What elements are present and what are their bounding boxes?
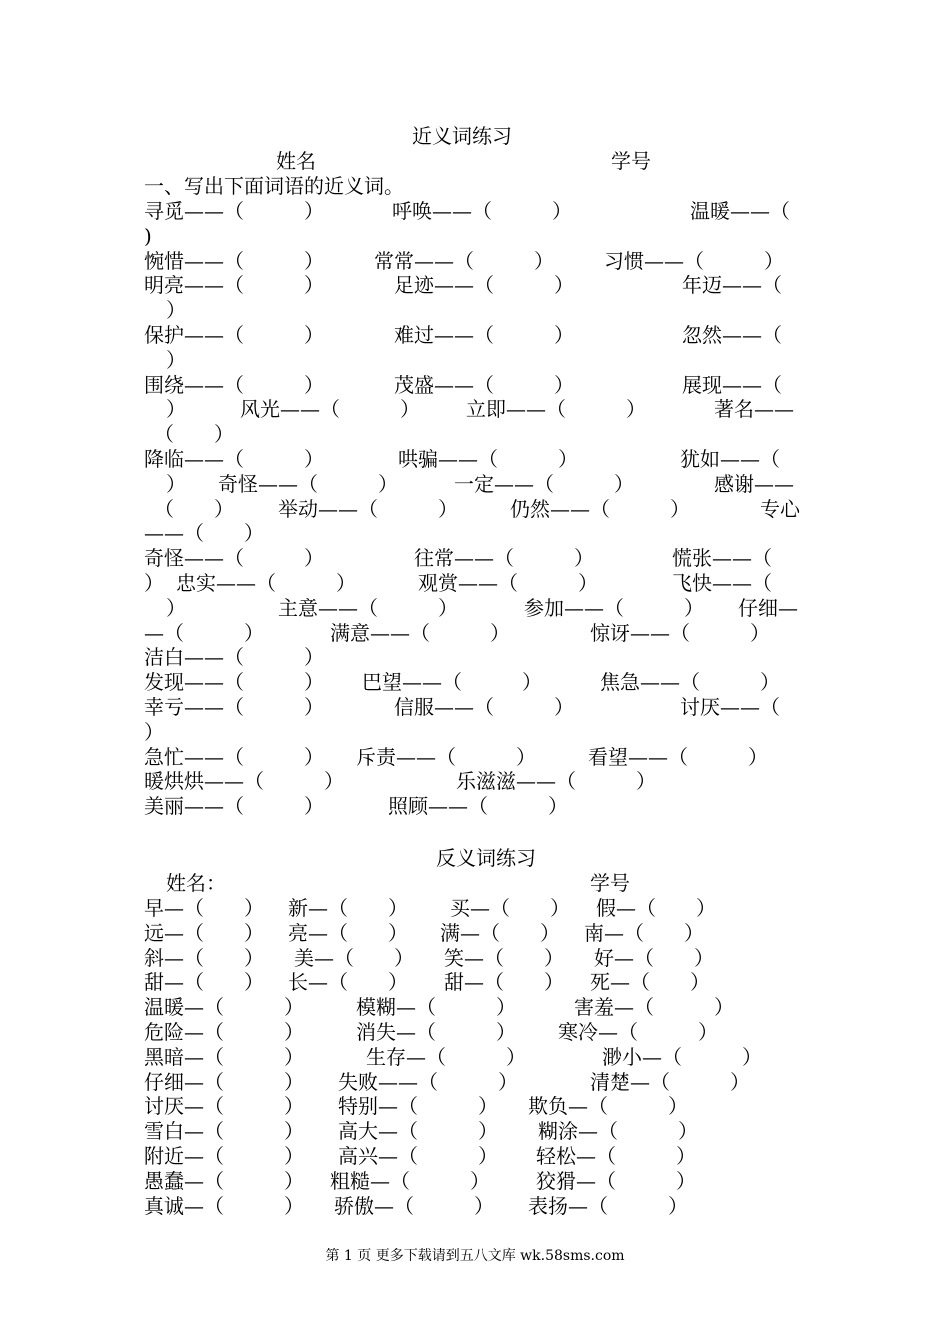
synonym-item: 忠实——（ ） [176, 571, 356, 595]
antonym-item: 美—（ ） [294, 945, 414, 970]
antonym-item: 笑—（ ） [444, 945, 564, 970]
synonym-item: 奇怪——（ ） [144, 546, 324, 571]
synonym-item: 美丽——（ ） [144, 794, 324, 819]
antonym-line [144, 1070, 810, 1095]
synonym-item: 幸亏——（ ） [144, 695, 324, 719]
synonym-item: 慌张——（ [672, 546, 772, 571]
synonym-item: 感谢—— [714, 471, 794, 496]
synonym-item: 犹如——（ [680, 447, 780, 471]
synonym-name-label: 姓名 [276, 149, 316, 173]
antonym-item: 渺小—（ ） [602, 1044, 762, 1069]
antonym-item: 消失—（ ） [356, 1020, 516, 1044]
synonym-item: 洁白——（ ） [144, 645, 324, 670]
synonym-item: 足迹——（ ） [394, 273, 574, 298]
synonym-id-label: 学号 [611, 149, 651, 173]
synonym-line [144, 373, 810, 398]
synonym-item: —（ ） [144, 620, 264, 645]
synonym-item: 照顾——（ ） [388, 794, 568, 819]
antonym-item: 清楚—（ ） [590, 1069, 750, 1094]
synonym-item: ） [166, 397, 186, 422]
antonym-item: 狡猾—（ ） [536, 1168, 696, 1193]
synonym-item: 展现——（ [682, 372, 782, 397]
antonym-id-label: 学号 [590, 871, 630, 895]
synonym-item: （ ） [154, 422, 234, 447]
synonym-line [144, 670, 810, 695]
antonym-item: 粗糙—（ ） [330, 1168, 490, 1193]
antonym-item: 仔细—（ ） [144, 1069, 304, 1094]
antonym-item: 好—（ ） [594, 945, 714, 970]
synonym-item: 难过——（ ） [394, 323, 574, 347]
synonym-item: ——（ ） [144, 521, 264, 546]
antonym-item: 甜—（ ） [144, 970, 264, 995]
synonym-line [144, 546, 810, 571]
antonym-line [144, 1045, 810, 1070]
synonym-item: ） [144, 719, 164, 744]
synonym-item: 飞快——（ [672, 571, 772, 595]
synonym-item: 哄骗——（ ） [398, 447, 578, 471]
antonym-item: 真诚—（ ） [144, 1193, 304, 1218]
synonym-line [144, 645, 810, 670]
synonym-item: 明亮——（ ） [144, 273, 324, 298]
antonym-item: 附近—（ ） [144, 1144, 304, 1168]
antonym-item: 假—（ ） [596, 896, 716, 920]
antonym-item: 生存—（ ） [366, 1044, 526, 1069]
antonym-line [144, 1169, 810, 1194]
synonym-line [144, 472, 810, 497]
synonym-item: ) [144, 223, 152, 248]
antonym-item: 满—（ ） [440, 920, 560, 945]
antonym-line [144, 1094, 810, 1119]
synonym-item: 忽然——（ [682, 323, 782, 347]
synonym-item: 仔细— [738, 595, 798, 620]
synonym-item: 参加——（ ） [524, 595, 704, 620]
synonym-item: 一定——（ ） [454, 471, 634, 496]
antonym-item: 亮—（ ） [288, 920, 408, 945]
antonym-name-label: 姓名： [166, 871, 226, 895]
synonym-line [144, 621, 810, 646]
synonym-line [144, 323, 810, 348]
antonym-item: 黑暗—（ ） [144, 1044, 304, 1069]
synonym-line [144, 348, 810, 373]
antonym-item: 斜—（ ） [144, 945, 264, 970]
antonym-item: 特别—（ ） [338, 1094, 498, 1119]
synonym-line [144, 224, 810, 249]
synonym-item: 巴望——（ ） [362, 670, 542, 695]
synonym-item: 惊讶——（ ） [590, 620, 770, 645]
synonym-item: 围绕——（ ） [144, 372, 324, 397]
synonym-item: 温暖——（ [690, 199, 790, 223]
antonym-item: 欺负—（ ） [528, 1094, 688, 1119]
synonym-line [144, 298, 810, 323]
synonym-line [144, 571, 810, 596]
synonym-item: 寻觅——（ ） [144, 199, 324, 223]
page-footer: 第 1 页 更多下载请到五八文库 wk.58sms.com [325, 1248, 625, 1264]
synonym-item: 常常——（ ） [374, 248, 554, 273]
synonym-item: 立即——（ ） [466, 397, 646, 422]
antonym-item: 失败——（ ） [338, 1069, 518, 1094]
antonym-line [144, 970, 810, 995]
synonym-item: 看望——（ ） [588, 744, 768, 769]
synonym-item: 奇怪——（ ） [218, 471, 398, 496]
synonym-line [144, 397, 810, 422]
antonym-item: 长—（ ） [288, 970, 408, 995]
antonym-item: 讨厌—（ ） [144, 1094, 304, 1119]
antonym-item: 高兴—（ ） [338, 1144, 498, 1168]
synonym-item: 呼唤——（ ） [392, 199, 572, 223]
antonym-item: 寒冷—（ ） [558, 1020, 718, 1044]
synonym-line [144, 596, 810, 621]
synonym-line [144, 497, 810, 522]
synonym-line [144, 273, 810, 298]
antonym-item: 买—（ ） [450, 896, 570, 920]
synonym-item: （ ） [154, 496, 234, 521]
antonym-item: 危险—（ ） [144, 1020, 304, 1044]
synonym-item: 往常——（ ） [414, 546, 594, 571]
antonym-line [144, 1144, 810, 1169]
synonym-line [144, 720, 810, 745]
antonym-title: 反义词练习 [436, 846, 536, 870]
antonym-line [144, 1119, 810, 1144]
synonym-item: 专心 [760, 496, 800, 521]
synonym-item: 降临——（ ） [144, 447, 324, 471]
antonym-item: 模糊—（ ） [356, 995, 516, 1020]
synonym-item: 主意——（ ） [278, 595, 458, 620]
synonym-item: 满意——（ ） [330, 620, 510, 645]
antonym-item: 死—（ ） [590, 970, 710, 995]
synonym-item: 信服——（ ） [394, 695, 574, 719]
synonym-item: 茂盛——（ ） [394, 372, 574, 397]
antonym-item: 高大—（ ） [338, 1119, 498, 1144]
synonym-item: ） [144, 571, 164, 595]
synonym-item: 举动——（ ） [278, 496, 458, 521]
antonym-item: 轻松—（ ） [536, 1144, 696, 1168]
antonym-item: 南—（ ） [584, 920, 704, 945]
antonym-line [144, 896, 810, 921]
antonym-item: 雪白—（ ） [144, 1119, 304, 1144]
antonym-item: 表扬—（ ） [528, 1193, 688, 1218]
antonym-line [144, 946, 810, 971]
synonym-item: 暖烘烘——（ ） [144, 769, 344, 794]
synonym-item: 观赏——（ ） [418, 571, 598, 595]
synonym-item: 仍然——（ ） [510, 496, 690, 521]
antonym-line [144, 1020, 810, 1045]
antonym-item: 害羞—（ ） [574, 995, 734, 1020]
synonym-line [144, 745, 810, 770]
synonym-item: 讨厌——（ [680, 695, 780, 719]
synonym-item: 著名—— [714, 397, 794, 422]
synonym-line [144, 422, 810, 447]
synonym-item: 发现——（ ） [144, 670, 324, 695]
synonym-line [144, 769, 810, 794]
synonym-item: 风光——（ ） [240, 397, 420, 422]
synonym-line [144, 794, 810, 819]
synonym-item: 焦急——（ ） [600, 670, 780, 695]
synonym-line [144, 521, 810, 546]
synonym-item: ） [166, 471, 186, 496]
synonym-item: 年迈——（ [682, 273, 782, 298]
synonym-item: 保护——（ ） [144, 323, 324, 347]
antonym-line [144, 995, 810, 1020]
antonym-item: 远—（ ） [144, 920, 264, 945]
synonym-line [144, 249, 810, 274]
synonym-line [144, 695, 810, 720]
antonym-item: 愚蠢—（ ） [144, 1168, 304, 1193]
synonym-title: 近义词练习 [412, 124, 512, 148]
antonym-item: 新—（ ） [288, 896, 408, 920]
antonym-line [144, 1194, 810, 1219]
antonym-line [144, 921, 810, 946]
antonym-item: 甜—（ ） [444, 970, 564, 995]
antonym-item: 骄傲—（ ） [334, 1193, 494, 1218]
synonym-item: 惋惜——（ ） [144, 248, 324, 273]
antonym-item: 温暖—（ ） [144, 995, 304, 1020]
synonym-item: 乐滋滋——（ ） [456, 769, 656, 794]
synonym-instruction: 一、写出下面词语的近义词。 [144, 174, 404, 198]
synonym-line [144, 447, 810, 472]
synonym-item: 斥责——（ ） [356, 744, 536, 769]
synonym-item: ） [166, 595, 186, 620]
synonym-item: ） [166, 347, 186, 372]
synonym-item: 急忙——（ ） [144, 744, 324, 769]
antonym-item: 早—（ ） [144, 896, 264, 920]
antonym-item: 糊涂—（ ） [538, 1119, 698, 1144]
synonym-item: 习惯——（ ） [604, 248, 784, 273]
synonym-line [144, 199, 810, 224]
synonym-item: ） [166, 298, 186, 323]
